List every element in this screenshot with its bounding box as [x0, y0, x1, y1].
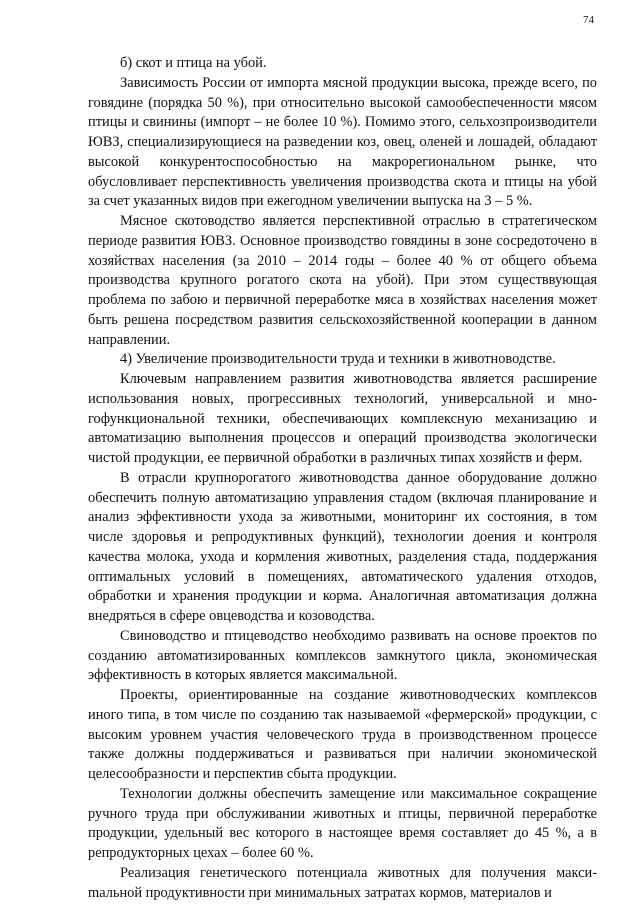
paragraph-cattle-equipment: В отрасли крупнорогатого животноводства данное оборудование должно обеспечить полную автоматизацию управления стадом (включая планирование и анализ эффективности ухода за животными, мониторинг их состояния, в том числе здоровья и репродуктивных функций), технологии доения и контроля качества молока, ухода и кормления животных, разделения стада, поддержания оптимальных условий в помещениях, автоматического удаления отходов, обработки и хранения продукции и корма. Аналогичная автоматизация должна внедряться в сфере овцеводства и козоводства. [88, 469, 597, 624]
paragraph-livestock-poultry-heading: б) скот и птица на убой. [120, 55, 267, 71]
paragraph-key-direction: Ключевым направлением развития животноводства является расширение использования новых, прогрессивных технологий, универсальной и многофункциональной техники, обеспечивающих комплексную механизацию и автоматизацию выполнения процессов и операций производства экологически чистой продукции, ее первичной обработки в различных типах хозяйств и ферм. [88, 371, 597, 466]
page-body [88, 54, 597, 903]
paragraph-farmer-projects: Проекты, ориентированные на создание животноводческих комплексов иного типа, в том числе по созданию так называемой «фермерской» продукции, с высоким уровнем участия человеческого труда в производственном процессе также должны поддерживаться и развиваться при наличии экономической целесообразности и перспектив сбыта продукции. [88, 687, 597, 782]
paragraph-pig-poultry: Свиноводство и птицеводство необходимо развивать на основе проектов по созданию автоматизированных комплексов замкнутого цикла, экономическая эффективность в которых является максимальной. [88, 627, 597, 684]
paragraph-beef-cattle: Мясное скотоводство является перспективной отраслью в стратегическом периоде развития ЮВЗ. Основное производство говядины в зоне сосредоточено в хозяйствах населения (за 2010 – 2014 годы – более 40 % от общего объема производства крупного рогатого скота на убой). При этом существвующая проблема по забою и первичной переработке мяса в хозяйствах населения может быть решена посредством развития сельскохозяйственной кооперации в данном направлении. [88, 213, 597, 348]
paragraph-import-dependence: Зависимость России от импорта мясной продукции высока, прежде всего, по говядине (порядка 50 %), при относительно высокой самообеспеченности мясом птицы и свинины (импорт – не более 10 %). Помимо этого, сельхозпроизводители ЮВЗ, специализирующиеся на разведении коз, овец, оленей и лошадей, обладают высокой конкурентоспособностью на макрорегиональном рынке, что обусловливает перспективность увеличения производства скота и птицы на убой за счет указанных видов при ежегодном увеличении выпуска на 3 – 5 %. [88, 74, 597, 210]
paragraph-productivity-heading: 4) Увеличение производительности труда и техники в животноводстве. [120, 351, 556, 368]
paragraph-technologies: Технологии должны обеспечить замещение или максимальное сокращение ручного труда при обслуживании животных и птицы, первичной переработке продукции, удельный вес которого в настоящее время составляет до 45 %, а в репродукторных цехах – более 60 %. [88, 785, 597, 861]
page-number: 74 [583, 14, 594, 26]
paragraph-genetic-potential: Реализация генетического потенциала животных для получения максиmальной продуктивности при минимальных затратах кормов, материалов и [88, 864, 597, 901]
